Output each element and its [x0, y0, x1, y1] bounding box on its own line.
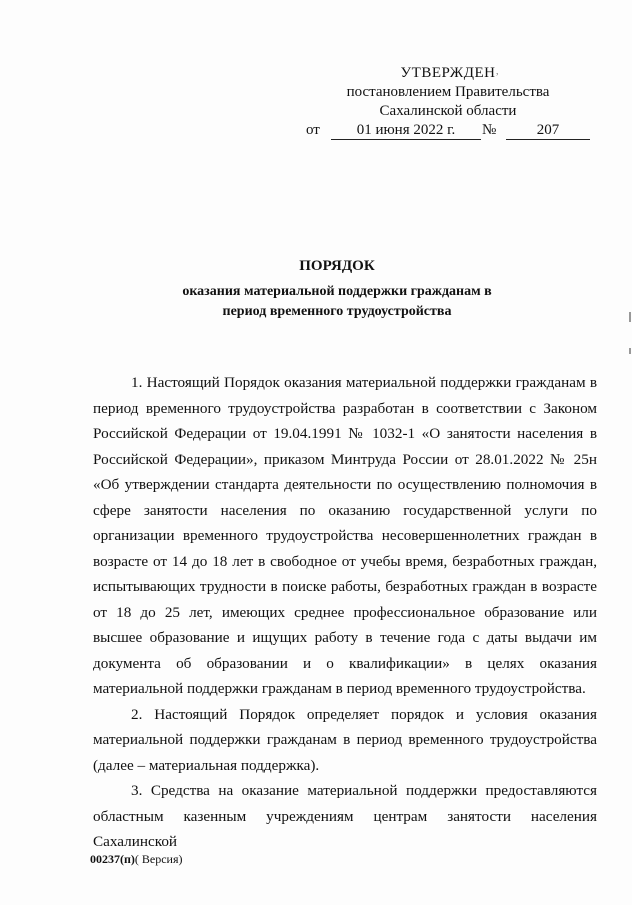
approval-date: 01 июня 2022 г. — [331, 121, 481, 140]
approval-block — [300, 64, 596, 121]
number-sign: № — [482, 122, 497, 138]
subtitle-line-1: оказания материальной поддержки гражданам в — [182, 284, 492, 299]
scan-edge-mark — [629, 348, 631, 354]
document-version: ( Версия) — [134, 852, 183, 866]
scan-edge-mark — [629, 312, 631, 322]
document-footer — [90, 852, 183, 867]
paragraph-1: 1. Настоящий Порядок оказания материальной поддержки гражданам в период временного трудоустройства разработан в соответствии с Законом Российской Федерации от 19.04.1991 № 1032-1 «О занятости населения в Российской Федерации», приказом Минтруда России от 28.01.2022 № 25н «Об утверждении стандарта деятельности по осуществлению полномочия в сфере занятости населения по оказанию государственной услуги по организации временного трудоустройства несовершеннолетних граждан в возрасте от 14 до 18 лет в свободное от учебы время, безработных граждан, испытывающих трудности в поиске работы, безработных граждан в возрасте от 18 до 25 лет, имеющих среднее профессиональное образование или высшее образование и ищущих работу в течение года с даты выдачи им документа об образовании и о квалификации» в целях оказания материальной поддержки гражданам в период временного трудоустройства. — [93, 374, 597, 697]
subtitle-line-2: период временного трудоустройства — [222, 304, 452, 319]
paragraph-2: 2. Настоящий Порядок определяет порядок и условия оказания материальной поддержки гражданам в период временного трудоустройства (далее – материальная поддержка). — [93, 705, 597, 774]
paragraph-3: 3. Средства на оказание материальной поддержки предоставляются областным казенным учреждениям центрам занятости населения Сахалинской — [93, 782, 597, 850]
approval-authority: постановлением Правительства — [346, 84, 550, 100]
scan-speck: , — [496, 66, 499, 77]
document-title: ПОРЯДОК — [299, 258, 375, 274]
document-code: 00237(п) — [90, 852, 135, 866]
document-body — [93, 370, 597, 855]
document-subtitle — [60, 282, 614, 322]
approval-region: Сахалинской области — [379, 103, 517, 119]
approval-heading: УТВЕРЖДЕН — [400, 65, 496, 81]
date-from-label: от — [306, 122, 320, 138]
approval-number: 207 — [506, 121, 590, 140]
